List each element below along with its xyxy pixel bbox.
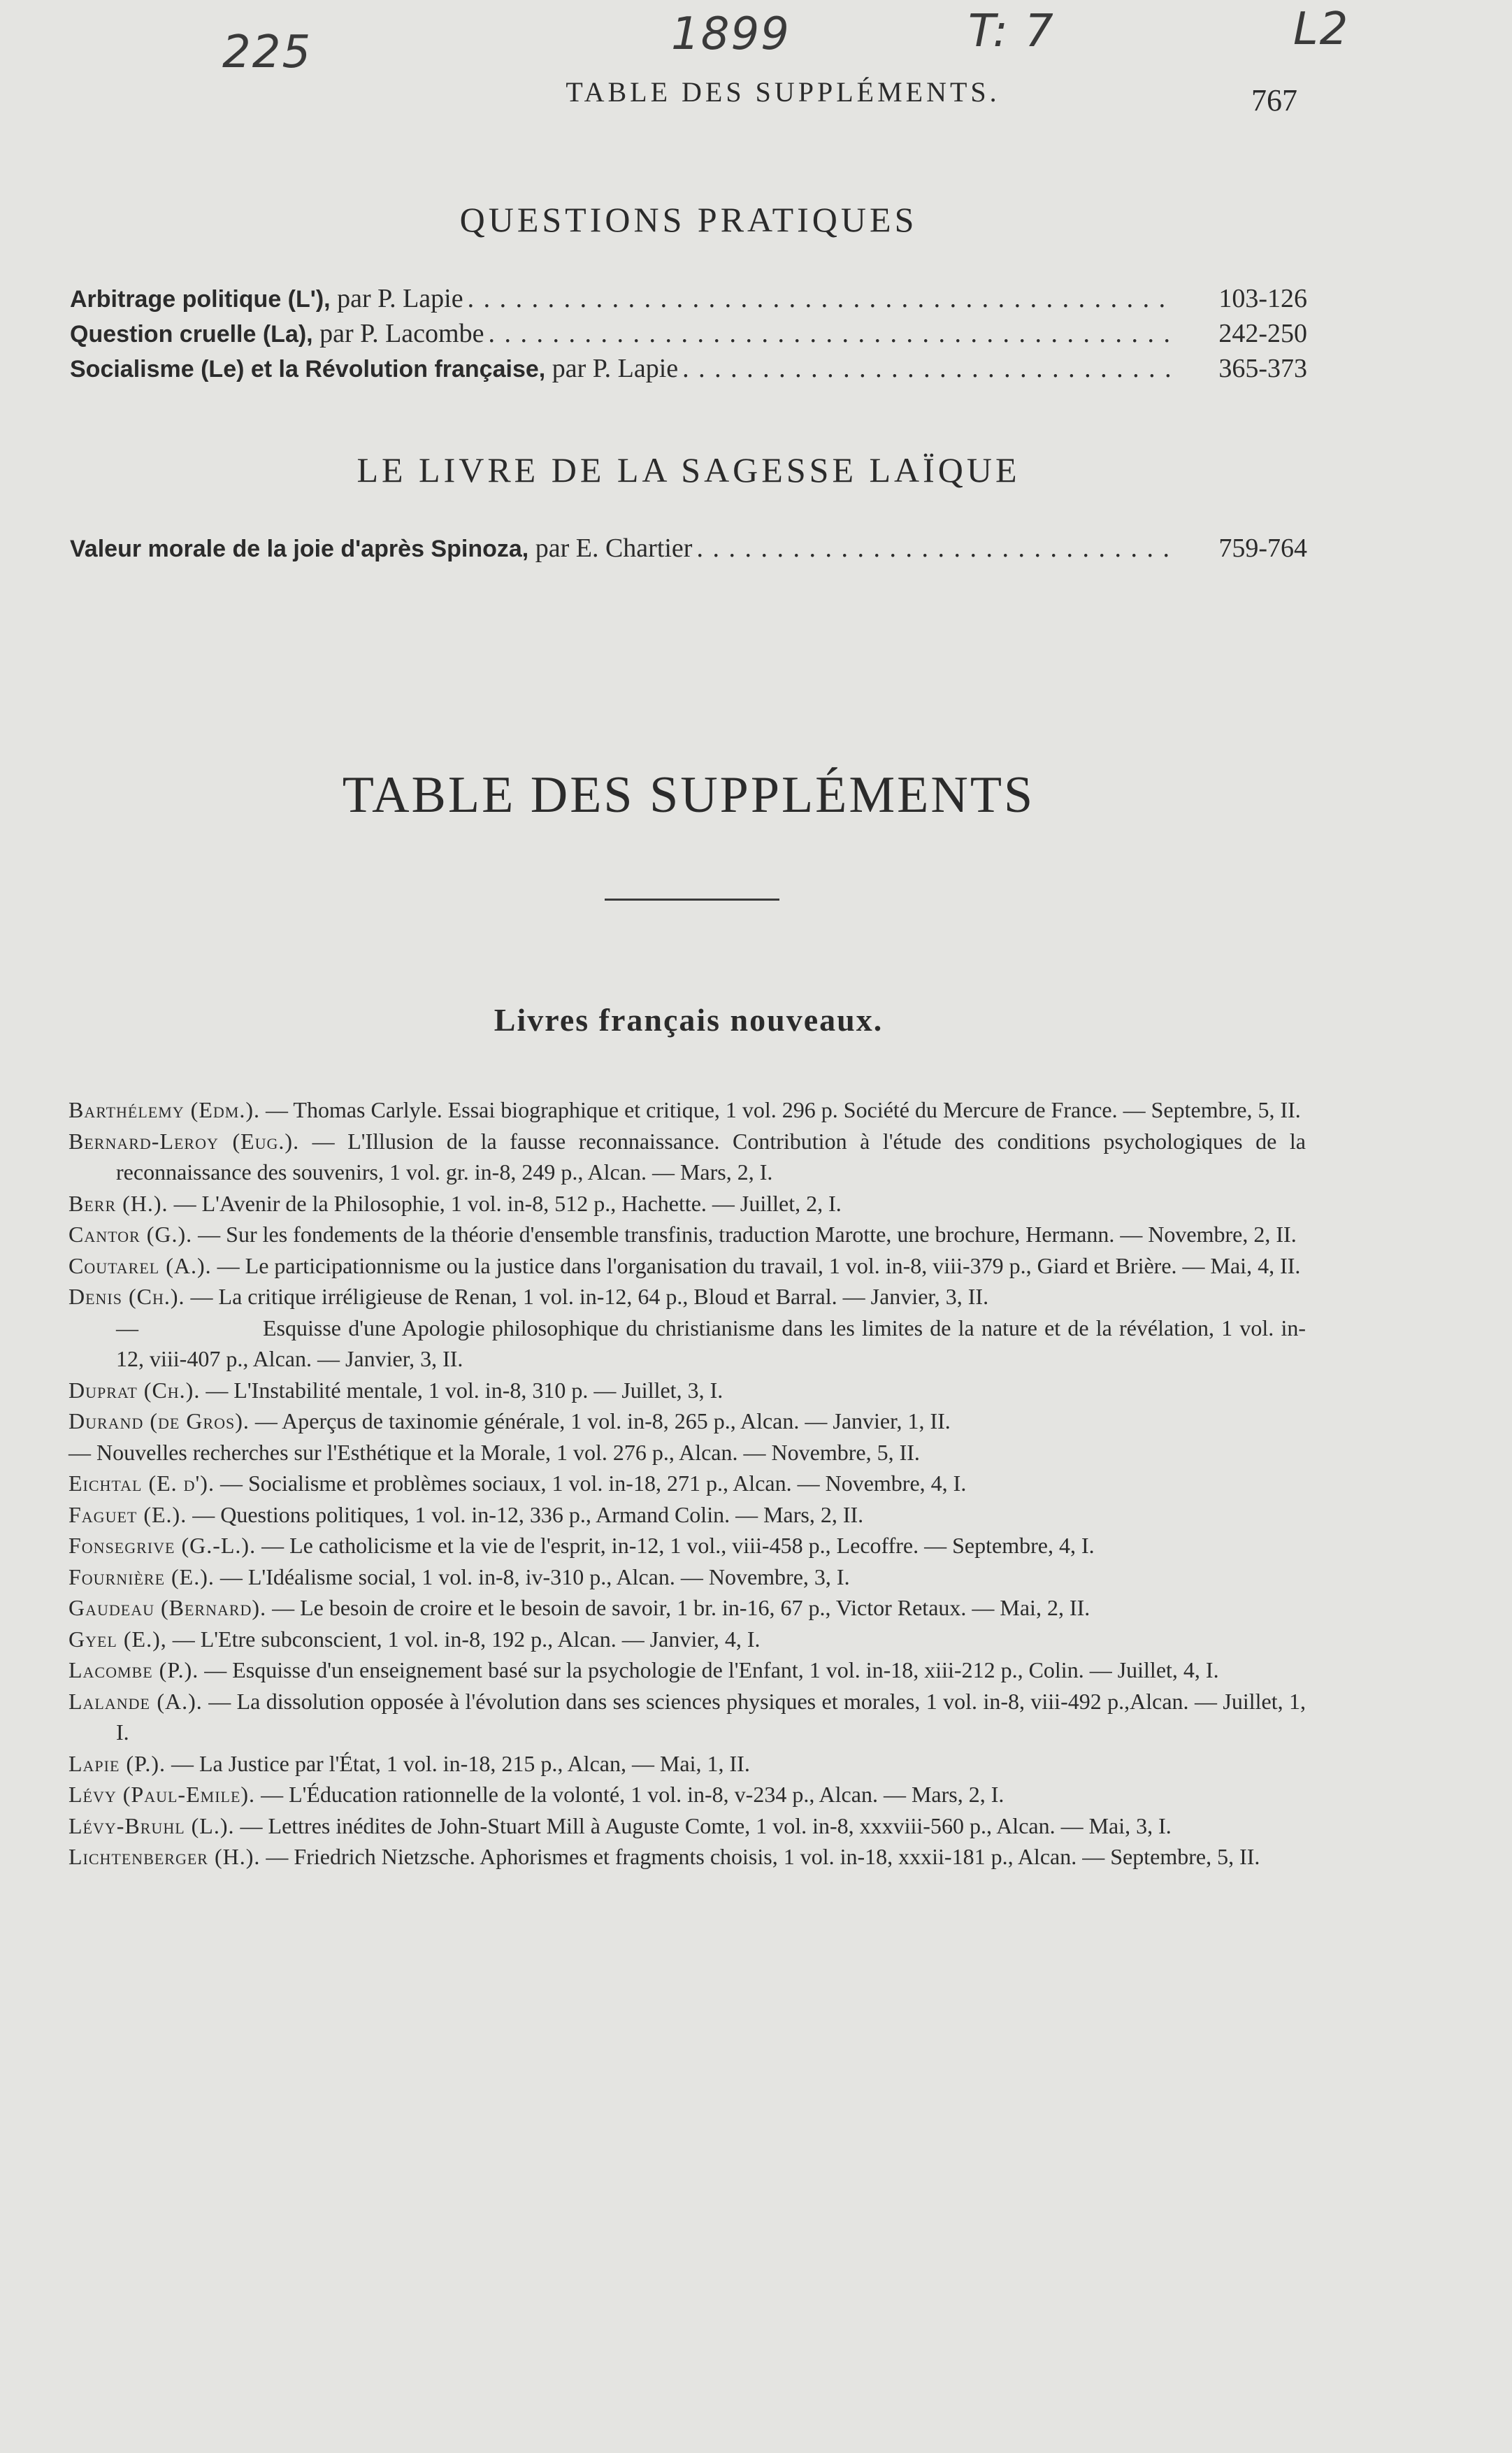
entry-text: — Le participationnisme ou la justice dans l'organisation du travail, 1 vol. in-8, viii-379 p., Giard et Brière. — Mai, 4, II. bbox=[211, 1252, 1301, 1278]
toc-pages: 759-764 bbox=[1218, 534, 1307, 563]
bibliography-entry bbox=[69, 1188, 1306, 1220]
toc-title: Question cruelle (La), bbox=[70, 321, 313, 348]
entry-author: Cantor (G.). bbox=[69, 1222, 193, 1247]
bibliography-entry-sub bbox=[69, 1437, 1306, 1468]
entry-text: — L'Idéalisme social, 1 vol. in-8, iv-310 p., Alcan. — Novembre, 3, I. bbox=[214, 1564, 850, 1589]
toc-author: par E. Chartier bbox=[535, 534, 693, 563]
bibliography-entry bbox=[69, 1468, 1306, 1499]
bibliography-entry bbox=[69, 1530, 1306, 1561]
entry-text: — L'Avenir de la Philosophie, 1 vol. in-8, 512 p., Hachette. — Juillet, 2, I. bbox=[168, 1190, 842, 1216]
handwritten-mark: L2 bbox=[1293, 3, 1350, 55]
entry-text: — La critique irréligieuse de Renan, 1 vol. in-12, 64 p., Bloud et Barral. — Janvier, 3, II. bbox=[185, 1284, 989, 1309]
entry-author: Lévy (Paul-Emile). bbox=[69, 1782, 256, 1807]
dot-leader bbox=[682, 353, 1170, 384]
bibliography-entry bbox=[69, 1624, 1306, 1655]
bibliography-entry bbox=[69, 1592, 1306, 1624]
entry-text: — Lettres inédites de John-Stuart Mill à Auguste Comte, 1 vol. in-8, xxxviii-560 p., Alcan. — Mai, 3, I. bbox=[234, 1812, 1172, 1838]
bibliography-entry bbox=[69, 1250, 1306, 1282]
bibliography-entry bbox=[69, 1561, 1306, 1593]
entry-text: — La Justice par l'État, 1 vol. in-18, 215 p., Alcan, — Mai, 1, II. bbox=[166, 1750, 750, 1776]
toc-pages: 365-373 bbox=[1218, 354, 1307, 383]
entry-author: Berr (H.). bbox=[69, 1190, 168, 1216]
toc-author: par P. Lacombe bbox=[319, 319, 484, 348]
entry-author: Lacombe (P.). bbox=[69, 1657, 199, 1682]
toc-title: Valeur morale de la joie d'après Spinoza, bbox=[70, 536, 529, 562]
entry-text: Esquisse d'une Apologie philosophique du christianisme dans les limites de la nature et de la révélation, 1 vol. in-12, viii-407 p., Alcan. — Janvier, 3, II. bbox=[116, 1315, 1306, 1371]
entry-text: — Questions politiques, 1 vol. in-12, 336 p., Armand Colin. — Mars, 2, II. bbox=[187, 1501, 864, 1527]
bibliography-entry bbox=[69, 1810, 1306, 1842]
bibliography-entry bbox=[69, 1281, 1306, 1313]
bibliography-entry bbox=[69, 1375, 1306, 1406]
dot-leader bbox=[488, 318, 1170, 349]
entry-author: Lapie (P.). bbox=[69, 1750, 166, 1776]
entry-author: Lichtenberger (H.). bbox=[69, 1844, 261, 1869]
dot-leader bbox=[696, 533, 1170, 564]
entry-author: Lalande (A.). bbox=[69, 1688, 203, 1714]
entry-author: Faguet (E.). bbox=[69, 1501, 187, 1527]
page-number: 767 bbox=[1251, 83, 1297, 117]
bibliography-entry bbox=[69, 1748, 1306, 1780]
bibliography-list bbox=[69, 1094, 1306, 1873]
entry-author: Eichtal (E. d'). bbox=[69, 1471, 215, 1496]
entry-author: Barthélemy (Edm.). bbox=[69, 1097, 260, 1122]
entry-text: — La dissolution opposée à l'évolution dans ses sciences physiques et morales, 1 vol. in-8, viii-492 p.,Alcan. — Juillet, 1, I. bbox=[116, 1688, 1306, 1745]
divider-rule bbox=[605, 899, 779, 901]
entry-text: — Friedrich Nietzsche. Aphorismes et fragments choisis, 1 vol. in-18, xxxii-181 p., Alcan. — Septembre, 5, II. bbox=[260, 1844, 1260, 1869]
entry-text: — L'Éducation rationnelle de la volonté, 1 vol. in-8, v-234 p., Alcan. — Mars, 2, I. bbox=[255, 1782, 1005, 1807]
entry-text: — Le catholicisme et la vie de l'esprit, in-12, 1 vol., viii-458 p., Lecoffre. — Septembre, 4, I. bbox=[256, 1533, 1095, 1558]
toc-author: par P. Lapie bbox=[337, 284, 463, 313]
main-title: TABLE DES SUPPLÉMENTS bbox=[342, 766, 1035, 824]
entry-text: — Sur les fondements de la théorie d'ensemble transfinis, traduction Marotte, une brochure, Hermann. — Novembre, 2, II. bbox=[192, 1222, 1297, 1247]
entry-author: Lévy-Bruhl (L.). bbox=[69, 1812, 235, 1838]
entry-author: Bernard-Leroy (Eug.). bbox=[69, 1128, 300, 1154]
toc-pages: 242-250 bbox=[1218, 319, 1307, 348]
entry-text: — Thomas Carlyle. Essai biographique et critique, 1 vol. 296 p. Société du Mercure de France. — Septembre, 5, II. bbox=[259, 1097, 1301, 1122]
toc-row bbox=[70, 353, 1307, 395]
running-head: TABLE DES SUPPLÉMENTS. bbox=[566, 76, 1000, 108]
entry-text: — L'Etre subconscient, 1 vol. in-8, 192 p., Alcan. — Janvier, 4, I. bbox=[166, 1626, 761, 1652]
dot-leader bbox=[468, 283, 1170, 314]
handwritten-tome: T: 7 bbox=[968, 6, 1055, 57]
bibliography-entry bbox=[69, 1499, 1306, 1531]
entry-author: Fonsegrive (G.-L.). bbox=[69, 1533, 257, 1558]
toc-title: Arbitrage politique (L'), bbox=[70, 286, 331, 313]
section-heading-questions-pratiques: QUESTIONS PRATIQUES bbox=[459, 200, 918, 239]
entry-author: Duprat (Ch.). bbox=[69, 1377, 201, 1403]
section-heading-livre-sagesse: LE LIVRE DE LA SAGESSE LAÏQUE bbox=[357, 450, 1021, 489]
toc-pages: 103-126 bbox=[1218, 284, 1307, 313]
entry-author: Gaudeau (Bernard). bbox=[69, 1595, 267, 1620]
toc-title: Socialisme (Le) et la Révolution française, bbox=[70, 356, 546, 382]
entry-text: — Socialisme et problèmes sociaux, 1 vol. in-18, 271 p., Alcan. — Novembre, 4, I. bbox=[214, 1471, 967, 1496]
bibliography-entry bbox=[69, 1779, 1306, 1810]
bibliography-entry bbox=[69, 1219, 1306, 1250]
bibliography-entry bbox=[69, 1126, 1306, 1188]
entry-text: — Nouvelles recherches sur l'Esthétique et la Morale, 1 vol. 276 p., Alcan. — Novembre, 5, II. bbox=[69, 1439, 920, 1465]
toc-row bbox=[70, 533, 1307, 575]
entry-text: — Aperçus de taxinomie générale, 1 vol. in-8, 265 p., Alcan. — Janvier, 1, II. bbox=[249, 1408, 951, 1433]
entry-text: — L'Illusion de la fausse reconnaissance. Contribution à l'étude des conditions psychologiques de la reconnaissance des souvenirs, 1 vol. gr. in-8, 249 p., Alcan. — Mars, 2, I. bbox=[116, 1128, 1306, 1185]
sub-heading: Livres français nouveaux. bbox=[494, 1002, 884, 1038]
entry-author: Fournière (E.). bbox=[69, 1564, 215, 1589]
bibliography-entry bbox=[69, 1094, 1306, 1126]
bibliography-entry bbox=[69, 1654, 1306, 1686]
handwritten-year: 1899 bbox=[671, 8, 791, 60]
bibliography-entry bbox=[69, 1406, 1306, 1437]
bibliography-entry-continuation: — Esquisse d'une Apologie philosophique du christianisme dans les limites de la nature et de la révélation, 1 vol. in-12, viii-407 p., Alcan. — Janvier, 3, II. bbox=[116, 1315, 1306, 1371]
entry-text: — Esquisse d'un enseignement basé sur la psychologie de l'Enfant, 1 vol. in-18, xiii-212 p., Colin. — Juillet, 4, I. bbox=[199, 1657, 1219, 1682]
entry-author: Denis (Ch.). bbox=[69, 1284, 185, 1309]
entry-author: Coutarel (A.). bbox=[69, 1252, 212, 1278]
toc-author: par P. Lapie bbox=[552, 354, 679, 383]
entry-author: Durand (de Gros). bbox=[69, 1408, 250, 1433]
handwritten-shelf-mark: 225 bbox=[222, 27, 312, 78]
bibliography-entry bbox=[69, 1686, 1306, 1748]
entry-text: — L'Instabilité mentale, 1 vol. in-8, 310 p. — Juillet, 3, I. bbox=[200, 1377, 723, 1403]
entry-author: Gyel (E.), bbox=[69, 1626, 167, 1652]
bibliography-entry bbox=[69, 1841, 1306, 1873]
entry-text: — Le besoin de croire et le besoin de savoir, 1 br. in-16, 67 p., Victor Retaux. — Mai, 2, II. bbox=[266, 1595, 1090, 1620]
